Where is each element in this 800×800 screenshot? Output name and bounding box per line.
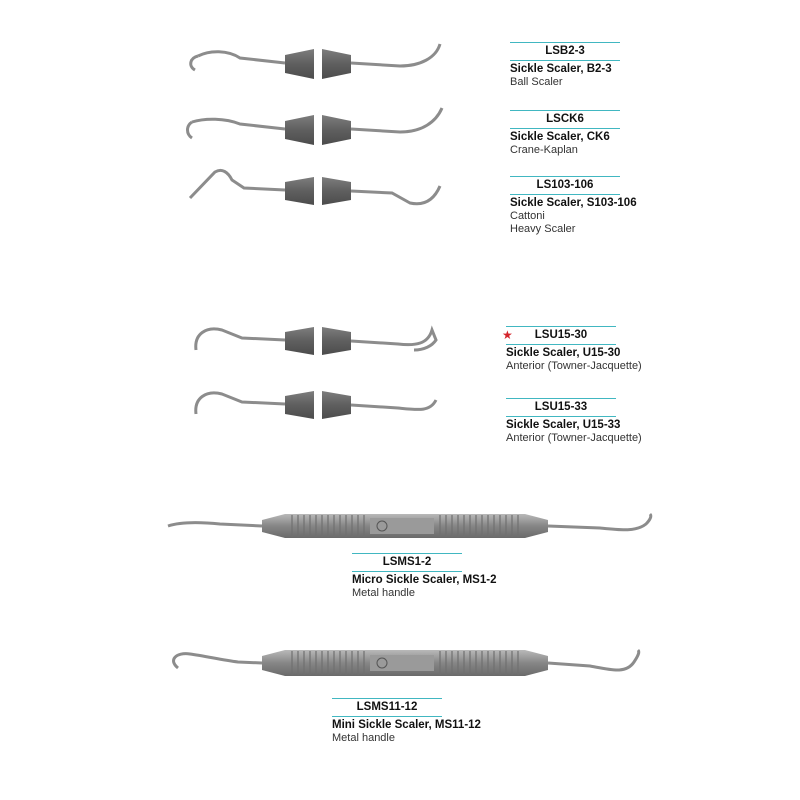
product-label-ls103-106 [510, 176, 637, 236]
product-name: Mini Sickle Scaler, MS11-12 [332, 719, 481, 731]
product-desc: Ball Scaler [510, 76, 563, 88]
red-star-icon: ★ [502, 328, 513, 342]
product-desc: Crane-Kaplan [510, 144, 578, 156]
product-desc: Anterior (Towner-Jacquette) [506, 360, 642, 372]
product-code: LS103-106 [510, 176, 620, 195]
product-label-lsms11-12 [332, 698, 481, 745]
product-label-lsck6 [510, 110, 620, 157]
product-desc: Metal handle [352, 587, 415, 599]
product-name: Sickle Scaler, U15-33 [506, 419, 621, 431]
instrument-lsms11-12 [174, 650, 639, 676]
instrument-lsms1-2 [168, 514, 651, 538]
instrument-ls103-106 [190, 170, 440, 205]
instrument-lsck6 [188, 108, 443, 145]
product-label-lsb2-3 [510, 42, 620, 89]
product-code: LSU15-33 [506, 398, 616, 417]
product-name: Sickle Scaler, S103-106 [510, 197, 637, 209]
product-code: LSB2-3 [510, 42, 620, 61]
product-label-lsms1-2 [352, 553, 496, 600]
product-code: LSCK6 [510, 110, 620, 129]
product-label-lsu15-33 [506, 398, 642, 445]
product-code: LSMS11-12 [332, 698, 442, 717]
product-desc: Anterior (Towner-Jacquette) [506, 432, 642, 444]
product-code: LSMS1-2 [352, 553, 462, 572]
product-desc: Metal handle [332, 732, 395, 744]
product-name: Micro Sickle Scaler, MS1-2 [352, 574, 497, 586]
product-code: ★ LSU15-30 [506, 326, 616, 345]
product-name: Sickle Scaler, U15-30 [506, 347, 621, 359]
product-name: Sickle Scaler, CK6 [510, 131, 610, 143]
product-name: Sickle Scaler, B2-3 [510, 63, 612, 75]
instrument-lsu15-30 [196, 327, 436, 355]
product-desc: Cattoni [510, 210, 545, 222]
product-desc: Heavy Scaler [510, 223, 576, 235]
product-label-lsu15-30 [502, 326, 642, 373]
instrument-lsb2-3 [191, 44, 440, 79]
instrument-lsu15-33 [196, 391, 436, 419]
